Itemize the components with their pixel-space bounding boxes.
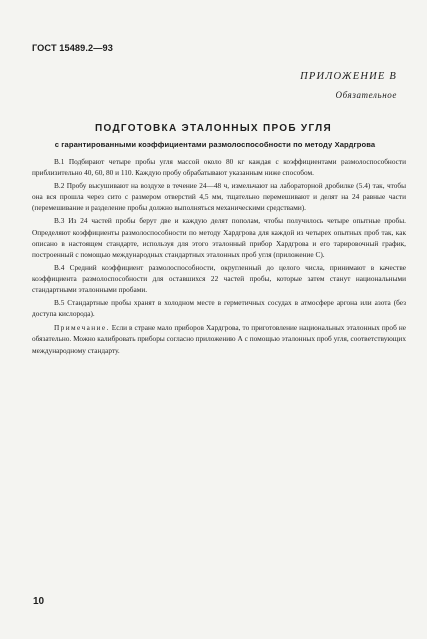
appendix-label: ПРИЛОЖЕНИЕ В bbox=[300, 71, 397, 82]
section-title: ПОДГОТОВКА ЭТАЛОННЫХ ПРОБ УГЛЯ bbox=[95, 123, 332, 134]
paragraph-b3: В.3 Из 24 частей пробы берут две и каждую делят пополам, чтобы получилось четыре опытные пробы. Определяют коэффициенты размолоспособности по методу Хардгрова для каждой из четырех опытных проб так, как описано в настоящем стандарте, используя для этого эталонный прибор Хардгрова и его тарировочный график, построенный с помощью международных стандартных эталонных проб угля (приложение С). bbox=[32, 216, 406, 259]
section-subtitle: с гарантированными коэффициентами размолоспособности по методу Хардгрова bbox=[54, 140, 376, 149]
appendix-status: Обязательное bbox=[335, 90, 397, 100]
paragraph-b4: В.4 Средний коэффициент размолоспособности, округленный до целого числа, принимают в качестве коэффициента размолоспособности для оставшихся 22 частей пробы, которые затем станут национальными стандартными эталонными пробами. bbox=[32, 262, 406, 295]
note-text: Если в стране мало приборов Хардгрова, то приготовление национальных эталонных проб не обязательно. Можно калибровать приборы согласно приложению А с помощью эталонных проб угля, соответствующих международному стандарту. bbox=[32, 323, 406, 355]
note-paragraph bbox=[32, 322, 406, 355]
paragraph-b2: В.2 Пробу высушивают на воздухе в течение 24—48 ч, измельчают на лабораторной дробилке (5.4) так, чтобы она вся прошла через сито с размером отверстий 4,5 мм, тщательно перемешивают и делят на 24 равные части (перемешивание и разделение пробы должно выполняться механическими средствами). bbox=[32, 181, 406, 213]
appendix-label-block bbox=[300, 70, 397, 102]
body-text bbox=[32, 156, 406, 356]
paragraph-b5: В.5 Стандартные пробы хранят в холодном месте в герметичных сосудах в атмосфере аргона или азота (без доступа кислорода). bbox=[32, 298, 406, 319]
document-code: ГОСТ 15489.2—93 bbox=[32, 43, 113, 53]
paragraph-b1: В.1 Подбирают четыре пробы угля массой около 80 кг каждая с коэффициентами размолоспособности приблизительно 40, 60, 80 и 110. Каждую пробу обрабатывают указанным ниже способом. bbox=[32, 157, 406, 178]
page-number: 10 bbox=[33, 596, 45, 607]
note-label: Примечание. bbox=[54, 323, 110, 333]
